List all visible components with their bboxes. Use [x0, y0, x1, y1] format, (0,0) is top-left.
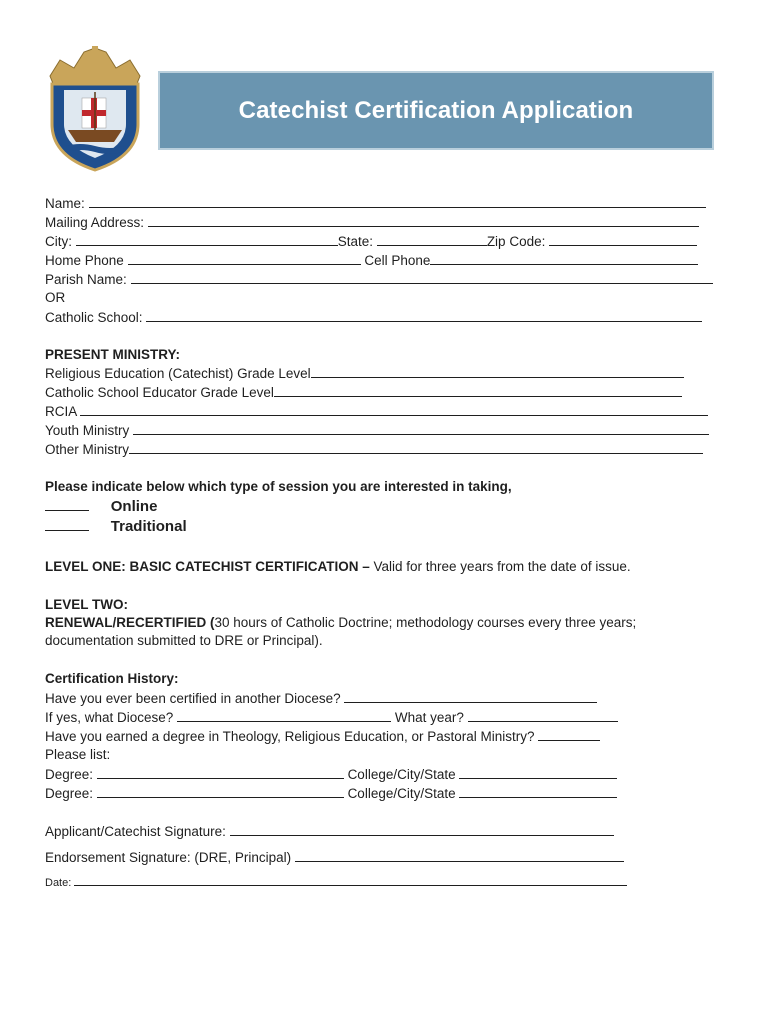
parish-name-field[interactable] — [131, 271, 713, 284]
degree-1-field[interactable] — [97, 766, 344, 779]
date-line[interactable] — [45, 875, 627, 891]
date-label: Date: — [45, 877, 72, 889]
endorsement-signature-field[interactable] — [295, 849, 624, 862]
renewal-description: 30 hours of Catholic Doctrine; methodology courses every three years; — [214, 615, 637, 630]
year-question: What year? — [394, 710, 464, 725]
or-text: OR — [45, 290, 66, 305]
degree-1-label: Degree: — [45, 767, 94, 782]
college-2-label: College/City/State — [347, 786, 456, 801]
mailing-address-label: Mailing Address: — [45, 215, 145, 230]
degree-question: Have you earned a degree in Theology, Religious Education, or Pastoral Ministry? — [45, 729, 535, 744]
year-field[interactable] — [468, 709, 618, 722]
applicant-signature-field[interactable] — [230, 823, 614, 836]
level-one-description: Valid for three years from the date of issue. — [369, 559, 631, 574]
state-label: State: — [337, 234, 374, 249]
certification-history-heading: Certification History: — [45, 671, 179, 686]
cell-phone-field[interactable] — [430, 252, 698, 265]
cell-phone-label: Cell Phone — [364, 253, 431, 268]
other-diocese-question: Have you ever been certified in another Diocese? — [45, 691, 341, 706]
rcia-field[interactable] — [80, 403, 708, 416]
catholic-school-field[interactable] — [146, 309, 702, 322]
degree-question-line[interactable] — [45, 728, 600, 745]
level-one-title: LEVEL ONE: BASIC CATECHIST CERTIFICATION – — [45, 559, 370, 574]
online-checkbox-line[interactable] — [45, 498, 89, 511]
zip-field[interactable] — [549, 233, 697, 246]
youth-ministry-field[interactable] — [133, 422, 709, 435]
endorsement-signature-label: Endorsement Signature: (DRE, Principal) — [45, 850, 292, 865]
city-state-zip-line[interactable] — [45, 233, 697, 250]
degree-2-field[interactable] — [97, 785, 344, 798]
degree-answer-field[interactable] — [538, 728, 600, 741]
degree-row-2[interactable] — [45, 785, 617, 802]
religious-ed-line[interactable] — [45, 365, 684, 382]
religious-ed-field[interactable] — [311, 365, 684, 378]
college-2-field[interactable] — [459, 785, 617, 798]
parish-name-line[interactable] — [45, 271, 713, 288]
other-ministry-line[interactable] — [45, 441, 703, 458]
rcia-label: RCIA — [45, 404, 77, 419]
renewal-title: RENEWAL/RECERTIFIED ( — [45, 615, 215, 630]
college-1-field[interactable] — [459, 766, 617, 779]
school-educator-field[interactable] — [274, 384, 682, 397]
which-diocese-line[interactable] — [45, 709, 618, 726]
level-one-line — [45, 559, 631, 575]
traditional-checkbox-line[interactable] — [45, 518, 89, 531]
state-field[interactable] — [377, 233, 487, 246]
level-two-title: LEVEL TWO: — [45, 597, 128, 612]
religious-ed-label: Religious Education (Catechist) Grade Level — [45, 366, 311, 381]
catholic-school-label: Catholic School: — [45, 310, 143, 325]
city-field[interactable] — [76, 233, 338, 246]
traditional-option[interactable] — [45, 518, 187, 535]
title-banner — [158, 71, 714, 150]
other-ministry-field[interactable] — [129, 441, 703, 454]
school-educator-line[interactable] — [45, 384, 682, 401]
other-ministry-label: Other Ministry — [45, 442, 130, 457]
traditional-label: Traditional — [110, 518, 187, 535]
youth-ministry-line[interactable] — [45, 422, 709, 439]
session-prompt: Please indicate below which type of session you are interested in taking, — [45, 479, 512, 494]
city-label: City: — [45, 234, 72, 249]
name-field[interactable] — [89, 195, 706, 208]
youth-ministry-label: Youth Ministry — [45, 423, 130, 438]
phone-line[interactable] — [45, 252, 698, 269]
school-educator-label: Catholic School Educator Grade Level — [45, 385, 274, 400]
applicant-signature-label: Applicant/Catechist Signature: — [45, 824, 226, 839]
applicant-signature-line[interactable] — [45, 823, 614, 840]
name-line[interactable] — [45, 195, 706, 212]
please-list: Please list: — [45, 747, 111, 762]
diocese-seal-icon — [44, 46, 146, 172]
online-option[interactable] — [45, 498, 157, 515]
parish-name-label: Parish Name: — [45, 272, 127, 287]
other-diocese-field[interactable] — [344, 690, 597, 703]
mailing-address-line[interactable] — [45, 214, 699, 231]
name-label: Name: — [45, 196, 85, 211]
endorsement-signature-line[interactable] — [45, 849, 624, 866]
home-phone-field[interactable] — [128, 252, 361, 265]
renewal-description-2: documentation submitted to DRE or Principal). — [45, 633, 323, 648]
online-label: Online — [110, 498, 158, 515]
degree-2-label: Degree: — [45, 786, 94, 801]
date-field[interactable] — [74, 876, 627, 886]
which-diocese-question: If yes, what Diocese? — [45, 710, 174, 725]
mailing-address-field[interactable] — [148, 214, 699, 227]
zip-label: Zip Code: — [486, 234, 546, 249]
degree-row-1[interactable] — [45, 766, 617, 783]
present-ministry-heading: PRESENT MINISTRY: — [45, 347, 181, 362]
which-diocese-field[interactable] — [177, 709, 391, 722]
other-diocese-line[interactable] — [45, 690, 597, 707]
rcia-line[interactable] — [45, 403, 708, 420]
home-phone-label: Home Phone — [45, 253, 124, 268]
catholic-school-line[interactable] — [45, 309, 702, 326]
college-1-label: College/City/State — [347, 767, 456, 782]
page-title: Catechist Certification Application — [238, 96, 634, 124]
renewal-line — [45, 615, 636, 631]
